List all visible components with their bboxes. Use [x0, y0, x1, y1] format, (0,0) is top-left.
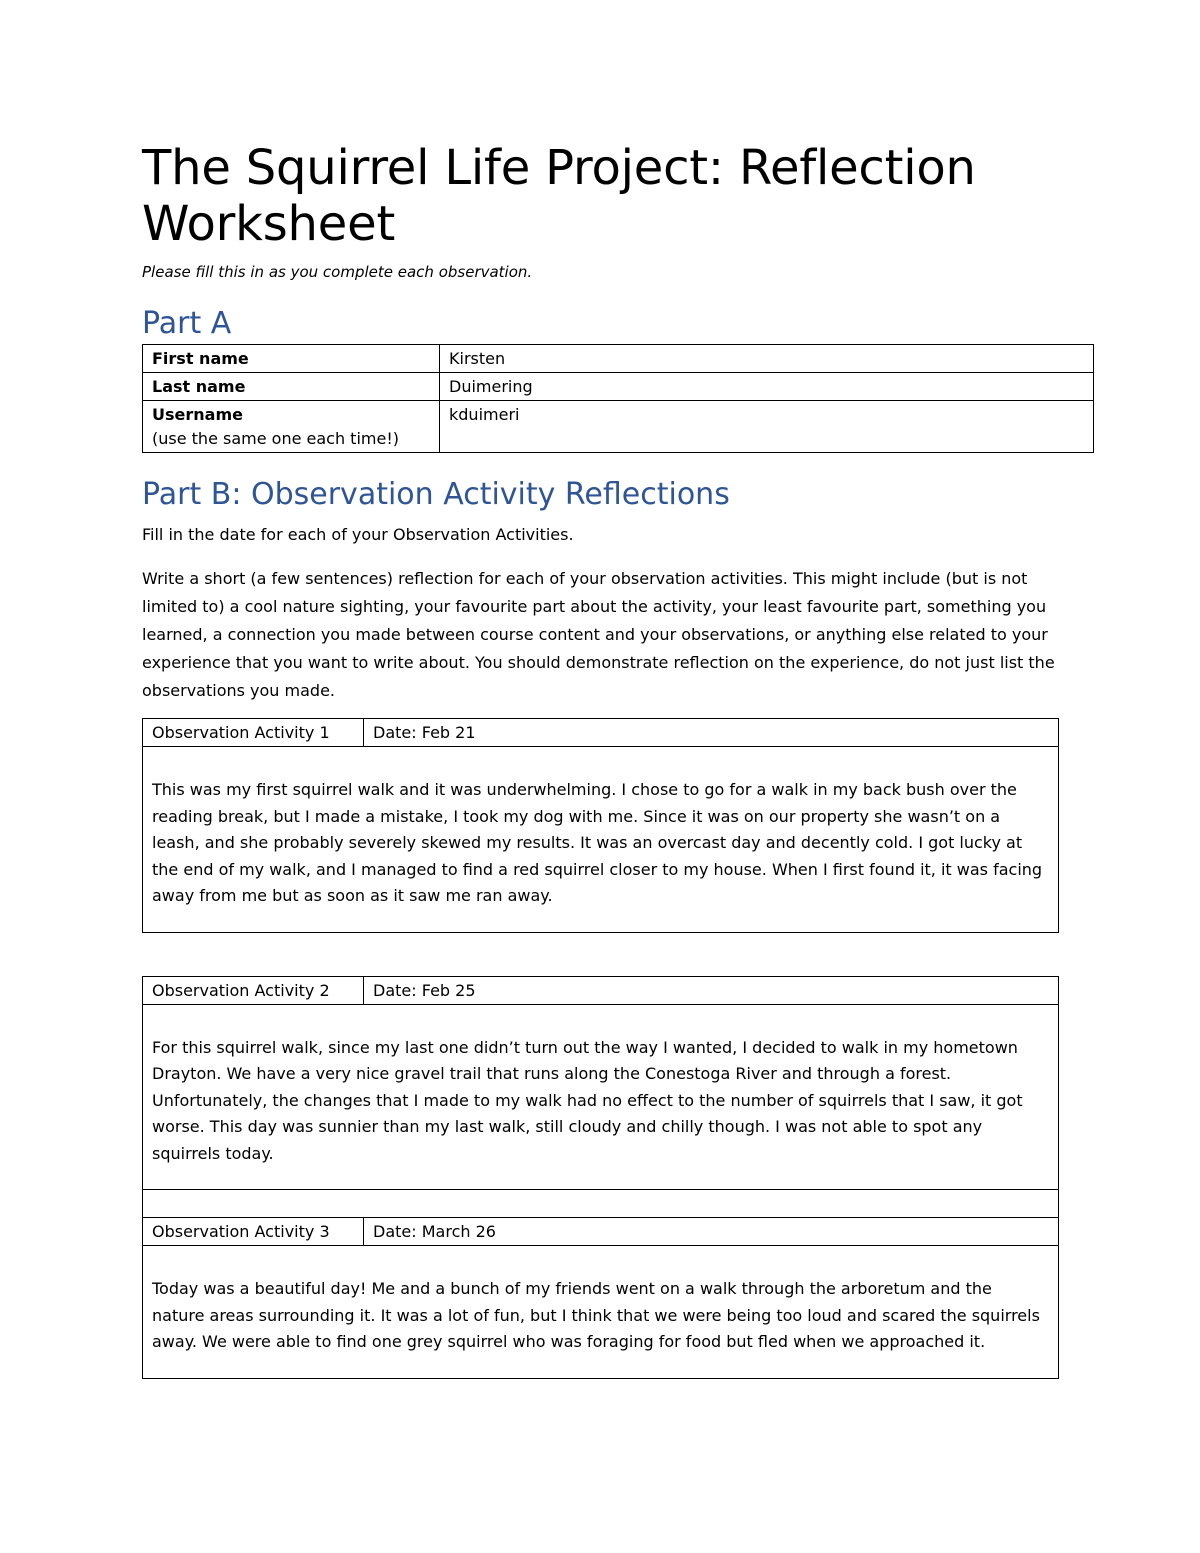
table-row [143, 976, 1059, 1004]
page-subtitle: Please fill this in as you complete each observation. [142, 263, 533, 281]
date-label: Date: [373, 1222, 417, 1241]
date-label: Date: [373, 980, 417, 1000]
observation-activity-label: Observation Activity 3 [143, 1218, 364, 1246]
table-row [143, 747, 1059, 933]
date-value: Feb 21 [421, 723, 476, 742]
table-row [143, 1218, 1059, 1246]
observation-activity-label: Observation Activity 1 [143, 719, 364, 747]
part-a-heading: Part A [142, 306, 232, 341]
date-label: Date: [373, 723, 417, 742]
observation-table-1 [142, 718, 1059, 933]
page-title: The Squirrel Life Project: Reflection Worksheet [142, 140, 976, 252]
reflection-text[interactable]: For this squirrel walk, since my last one didn’t turn out the way I wanted, I decided to walk in my hometown Drayton. We have a very nice gravel trail that runs along the Conestoga River and through a forest. Unfortunately, the changes that I made to my walk had no effect to the number of squirrels that I saw, it got worse. This day was sunnier than my last walk, still cloudy and chilly though. I was not able to spot any squirrels today. [143, 1004, 1059, 1190]
observation-table-2 [142, 976, 1059, 1379]
observation-date-cell[interactable] [364, 719, 1059, 747]
observation-activity-label: Observation Activity 2 [143, 976, 364, 1004]
username-value[interactable]: kduimeri [440, 401, 1094, 453]
username-label: Username [152, 405, 243, 424]
table-row [143, 719, 1059, 747]
first-name-label: First name [143, 345, 440, 373]
username-label-cell [143, 401, 440, 453]
reflection-text[interactable]: Today was a beautiful day! Me and a bunch of my friends went on a walk through the arboretum and the nature areas surrounding it. It was a lot of fun, but I think that we were being too loud and scared the squirrels away. We were able to find one grey squirrel who was foraging for food but fled when we approached it. [143, 1246, 1059, 1379]
instruction-reflection: Write a short (a few sentences) reflection for each of your observation activities. This might include (but is not limited to) a cool nature sighting, your favourite part about the activity, your least favourite part, something you learned, a connection you made between course content and your observations, or anything else related to your experience that you want to write about. You should demonstrate reflection on the experience, do not just list the observations you made. [142, 569, 1055, 700]
empty-row [143, 1190, 1059, 1218]
observation-date-cell[interactable] [364, 1218, 1059, 1246]
table-row [143, 401, 1094, 453]
worksheet-page [142, 140, 1102, 1379]
table-row [143, 1190, 1059, 1218]
part-b-heading: Part B: Observation Activity Reflections [142, 477, 730, 512]
last-name-label: Last name [143, 373, 440, 401]
username-hint: (use the same one each time!) [152, 429, 399, 448]
date-value: March 26 [421, 1222, 496, 1241]
first-name-value[interactable]: Kirsten [440, 345, 1094, 373]
observation-date-cell[interactable] [364, 976, 1059, 1004]
table-row [143, 345, 1094, 373]
date-value: Feb 25 [421, 980, 476, 1000]
table-row [143, 1246, 1059, 1379]
student-info-table [142, 344, 1094, 453]
reflection-text[interactable]: This was my first squirrel walk and it was underwhelming. I chose to go for a walk in my back bush over the reading break, but I made a mistake, I took my dog with me. Since it was on our property she wasn’t on a leash, and she probably severely skewed my results. It was an overcast day and decently cold. I got lucky at the end of my walk, and I managed to find a red squirrel closer to my house. When I first found it, it was facing away from me but as soon as it saw me ran away. [143, 747, 1059, 933]
table-row [143, 1004, 1059, 1190]
last-name-value[interactable]: Duimering [440, 373, 1094, 401]
instruction-date: Fill in the date for each of your Observation Activities. [142, 525, 574, 544]
table-row [143, 373, 1094, 401]
